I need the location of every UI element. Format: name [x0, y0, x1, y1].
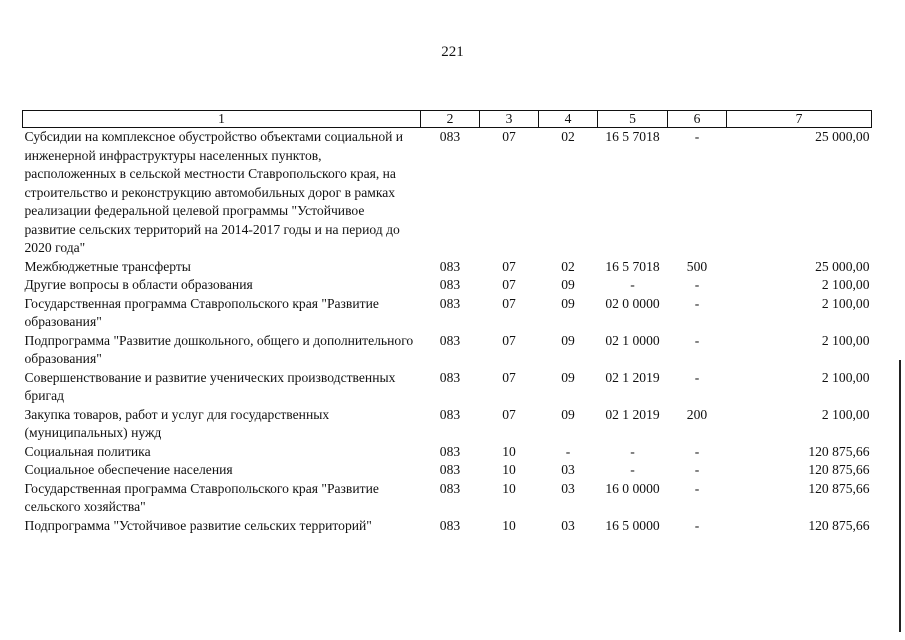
- column-header: 3: [480, 111, 539, 128]
- cell-c6: 200: [686, 406, 708, 422]
- cell-c2: 083: [439, 369, 461, 385]
- table-row: [23, 258, 872, 277]
- cell-c4: -: [565, 443, 571, 459]
- cell-c6: -: [694, 295, 700, 311]
- cell-c6: -: [694, 277, 700, 292]
- cell-c4: 03: [561, 480, 575, 496]
- cell-c2: 083: [439, 258, 461, 274]
- table-row: [23, 128, 872, 258]
- column-header: 2: [421, 111, 480, 128]
- cell-c6: -: [694, 480, 700, 496]
- cell-c3: 07: [502, 258, 516, 274]
- cell-amount: 120 875,66: [808, 443, 870, 459]
- row-name: Закупка товаров, работ и услуг для государственных (муниципальных) нужд: [24, 406, 330, 440]
- cell-c5: 02 0 0000: [605, 295, 660, 311]
- cell-amount: 25 000,00: [815, 258, 870, 274]
- table-row: [23, 517, 872, 536]
- cell-c6: -: [694, 369, 700, 385]
- cell-c5: 02 1 2019: [605, 406, 660, 422]
- column-header: 4: [539, 111, 598, 128]
- table-row: [23, 406, 872, 443]
- budget-table: [22, 110, 872, 535]
- cell-c5: 16 5 7018: [605, 129, 660, 144]
- cell-c3: 07: [502, 129, 516, 144]
- cell-c6: -: [694, 517, 700, 533]
- cell-c6: -: [694, 462, 700, 477]
- cell-c5: 16 0 0000: [605, 480, 660, 496]
- cell-c5: 16 5 0000: [605, 517, 660, 533]
- cell-c4: 09: [561, 277, 575, 292]
- cell-c2: 083: [439, 277, 461, 292]
- row-name: Социальная политика: [24, 443, 151, 459]
- cell-c4: 09: [561, 332, 575, 348]
- row-name: Государственная программа Ставропольского края "Развитие сельского хозяйства": [24, 480, 379, 514]
- table-row: [23, 480, 872, 517]
- row-name: Субсидии на комплексное обустройство объектами социальной и инженерной инфраструктуры населенных пунктов, расположенных в сельской местности Ставропольского края, на строительство и реконструкцию автомобильных дорог в рамках реализации федеральной целевой программы "Устойчивое развитие сельских территорий на 2014-2017 годы и на период до 2020 года": [24, 129, 404, 255]
- cell-c3: 10: [502, 480, 516, 496]
- cell-amount: 120 875,66: [808, 480, 870, 496]
- cell-c3: 07: [502, 277, 516, 292]
- cell-c4: 03: [561, 462, 575, 477]
- table-header-row: [23, 111, 872, 128]
- cell-c4: 02: [561, 258, 575, 274]
- column-header: 5: [598, 111, 668, 128]
- scan-margin-line: [899, 360, 901, 632]
- row-name: Подпрограмма "Развитие дошкольного, общего и дополнительного образования": [24, 332, 414, 366]
- cell-c2: 083: [439, 480, 461, 496]
- table-row: [23, 332, 872, 369]
- cell-c4: 09: [561, 369, 575, 385]
- cell-c2: 083: [439, 332, 461, 348]
- cell-c5: -: [630, 462, 635, 477]
- column-header: 7: [727, 111, 872, 128]
- cell-c2: 083: [439, 406, 461, 422]
- cell-c3: 10: [502, 443, 516, 459]
- cell-c2: 083: [439, 517, 461, 533]
- table-row: [23, 369, 872, 406]
- cell-amount: 2 100,00: [821, 406, 870, 422]
- row-name: Социальное обеспечение населения: [24, 462, 233, 477]
- cell-amount: 2 100,00: [821, 369, 870, 385]
- cell-c2: 083: [439, 462, 461, 477]
- row-name: Другие вопросы в области образования: [24, 277, 253, 292]
- cell-c5: 02 1 0000: [605, 332, 660, 348]
- page-number: 221: [441, 44, 464, 60]
- row-name: Государственная программа Ставропольского края "Развитие образования": [24, 295, 379, 329]
- table-row: [23, 461, 872, 480]
- row-name: Межбюджетные трансферты: [24, 258, 191, 274]
- cell-c3: 07: [502, 295, 516, 311]
- row-name: Подпрограмма "Устойчивое развитие сельских территорий": [24, 517, 372, 533]
- cell-c3: 07: [502, 332, 516, 348]
- cell-c3: 07: [502, 406, 516, 422]
- cell-c6: 500: [686, 258, 708, 274]
- table-row: [23, 276, 872, 295]
- cell-c5: -: [630, 277, 635, 292]
- cell-c4: 09: [561, 295, 575, 311]
- cell-c3: 10: [502, 517, 516, 533]
- cell-amount: 120 875,66: [808, 462, 870, 477]
- cell-c3: 07: [502, 369, 516, 385]
- table-row: [23, 443, 872, 462]
- cell-c6: -: [694, 332, 700, 348]
- cell-amount: 25 000,00: [815, 129, 870, 144]
- column-header: 1: [23, 111, 421, 128]
- cell-amount: 120 875,66: [808, 517, 870, 533]
- column-header: 6: [668, 111, 727, 128]
- cell-c6: -: [694, 129, 700, 144]
- cell-c4: 03: [561, 517, 575, 533]
- cell-c2: 083: [439, 295, 461, 311]
- cell-c5: 16 5 7018: [605, 258, 660, 274]
- cell-c5: -: [630, 443, 635, 459]
- cell-c4: 02: [561, 129, 575, 144]
- cell-amount: 2 100,00: [821, 295, 870, 311]
- row-name: Совершенствование и развитие ученических производственных бригад: [24, 369, 396, 403]
- cell-c3: 10: [502, 462, 516, 477]
- table-row: [23, 295, 872, 332]
- cell-c2: 083: [439, 443, 461, 459]
- cell-amount: 2 100,00: [821, 277, 870, 292]
- cell-c6: -: [694, 443, 700, 459]
- cell-c2: 083: [439, 129, 461, 144]
- cell-c5: 02 1 2019: [605, 369, 660, 385]
- cell-c4: 09: [561, 406, 575, 422]
- cell-amount: 2 100,00: [821, 332, 870, 348]
